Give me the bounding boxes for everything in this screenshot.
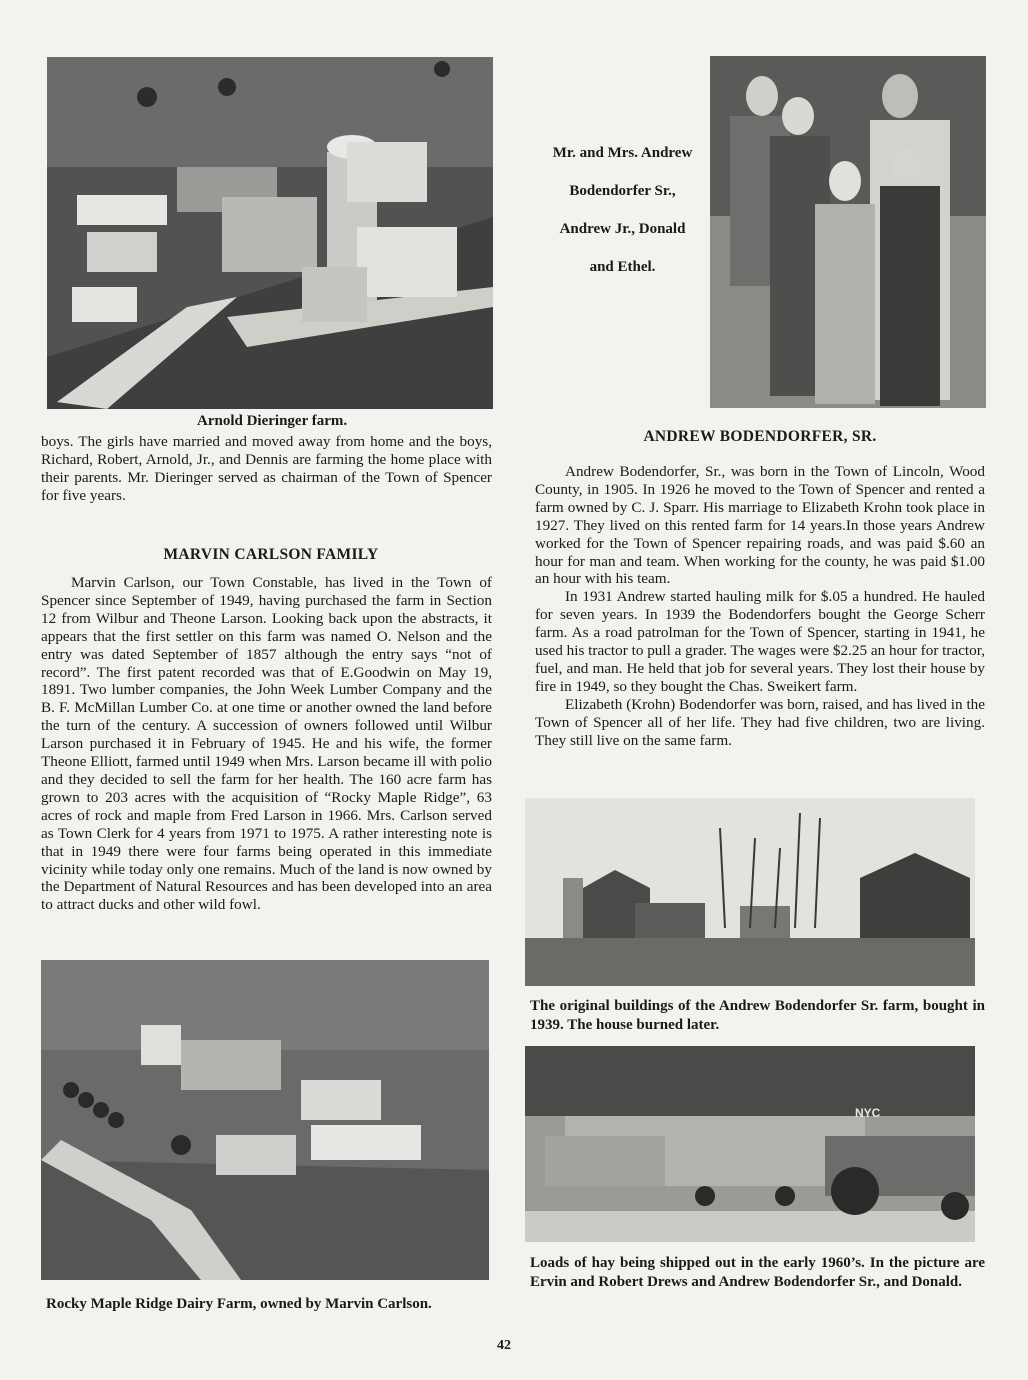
paragraph: Andrew Bodendorfer, Sr., was born in the Town of Lincoln, Wood County, in 1905. In 1926 he moved to the Town of Spencer and rented a farm owned by C. J. Sparr. His marriage to Elizabeth Krohn took place in 1927. They lived on this rented farm for 14 years.In those years Andrew worked for the Town of Spencer repairing roads, and was paid $.60 an hour for man and team. When working for the county, he was paid $1.00 an hour with his team. [535,463,985,588]
photo-caption: The original buildings of the Andrew Bodendorfer Sr. farm, bought in 1939. The house burned later. [530,998,985,1033]
hay-loads-photo [525,1046,975,1242]
caption-line: Andrew Jr., Donald [559,221,686,237]
paragraph: Marvin Carlson, our Town Constable, has lived in the Town of Spencer since September of 1949, having purchased the farm in Section 12 from Wilbur and Theone Larson. Looking back upon the abstracts, it appears that the first settler on this farm was named O. Nelson and the entry was dated September of 1857 although the entry says “not of record”. The first patent recorded was that of E.Goodwin on May 19, 1891. Two lumber companies, the John Week Lumber Company and the B. F. McMillan Lumber Co. at one time or another owned the land before the turn of the century. A succession of owners followed until Wilbur Larson purchased it in February of 1945. He and his wife, the former Theone Elliott, farmed until 1949 when Mrs. Larson became ill with polio and they decided to sell the farm for her health. The 160 acre farm has grown to 203 acres with the acquisition of “Rocky Maple Ridge”, 63 acres of rock and maple from Fred Larson in 1966. Mrs. Carlson served as Town Clerk for 4 years from 1971 to 1975. A rather interesting note is that in 1949 there were four farms being operated in this immediate vicinity while today only one remains. Much of the land is now owned by the Department of Natural Resources and has been developed into an area to attract ducks and other wild fowl. [41,574,492,914]
bodendorfer-family-portrait-photo [710,56,986,408]
caption-line: Bodendorfer Sr., [569,183,676,199]
arnold-dieringer-farm-photo [47,57,493,409]
caption-line: and Ethel. [589,259,656,275]
page-number: 42 [497,1338,511,1353]
photo-caption: Arnold Dieringer farm. [197,413,348,429]
andrew-bodendorfer-article [535,463,985,750]
marvin-carlson-article [41,574,492,914]
rocky-maple-ridge-farm-photo [41,960,489,1280]
paragraph: Elizabeth (Krohn) Bodendorfer was born, raised, and has lived in the Town of Spencer all of her life. They had five children, two are living. They still live on the same farm. [535,695,985,749]
paragraph: boys. The girls have married and moved away from home and the boys, Richard, Robert, Arnold, Jr., and Dennis are farming the home place with their parents. Mr. Dieringer served as chairman of the Town of Spencer for five years. [41,433,492,504]
caption-line: Mr. and Mrs. Andrew [552,145,693,161]
photo-caption: Loads of hay being shipped out in the early 1960’s. In the picture are Ervin and Robert Drews and Andrew Bodendorfer Sr., and Donald. [530,1255,985,1290]
family-photo-caption [535,134,710,286]
section-heading-marvin-carlson: MARVIN CARLSON FAMILY [163,546,379,563]
paragraph: In 1931 Andrew started hauling milk for $.05 a hundred. He hauled for seven years. In 1939 the Bodendorfers bought the George Scherr farm. As a road patrolman for the Town of Spencer, starting in 1941, he used his tractor to pull a grader. The wages were $2.25 an hour for tractor, fuel, and man. He held that job for several years. They lost their house by fire in 1949, so they bought the Chas. Sweikert farm. [535,588,985,695]
intro-paragraph [41,433,492,505]
original-farm-buildings-photo [525,798,975,986]
photo-caption: Rocky Maple Ridge Dairy Farm, owned by Marvin Carlson. [46,1296,432,1312]
boxcar-lettering: NYC [855,1106,881,1120]
section-heading-andrew-bodendorfer: ANDREW BODENDORFER, SR. [643,428,877,445]
